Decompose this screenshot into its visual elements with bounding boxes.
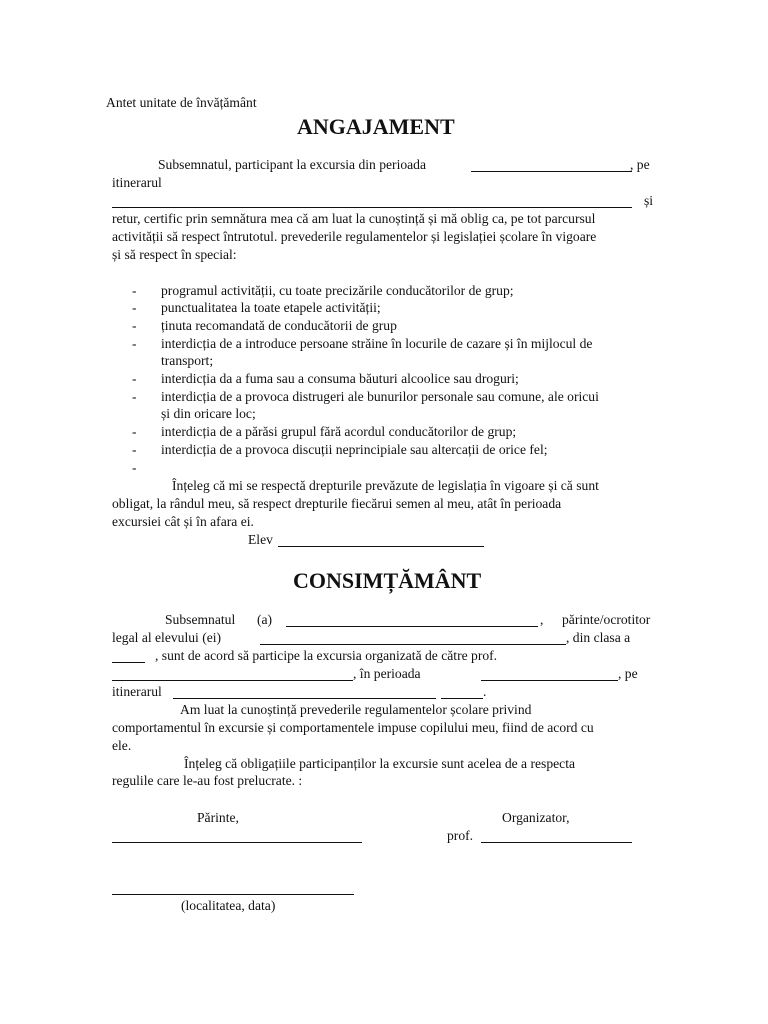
organizer-signature-label: Organizator, (502, 810, 570, 825)
bullet-text: interdicția de a provoca distrugeri ale bunurilor personale sau comune, ale oricui (161, 389, 599, 404)
bullet-dash: - (132, 371, 137, 386)
student-signature-label: Elev (248, 532, 273, 547)
parent-signature-line (112, 842, 362, 843)
consent-l2-b: , din clasa a (566, 630, 631, 645)
bullet-dash: - (132, 283, 137, 298)
bullet-dash: - (132, 389, 137, 404)
bullet-text: programul activității, cu toate precizările conducătorilor de grup; (161, 283, 514, 298)
organizer-signature-line (481, 842, 632, 843)
angajament-line1-right: , pe (630, 157, 650, 172)
bullet-text: ținuta recomandată de conducătorii de grup (161, 318, 397, 333)
bullet-text-continued: și din oricare loc; (161, 406, 256, 421)
consent-itinerary-blank (173, 698, 436, 699)
angajament-para2-line2: obligat, la rândul meu, să respect drepturile fiecărui semen al meu, atât în perioada (112, 496, 562, 511)
angajament-para2-line1: Înțeleg că mi se respectă drepturile prevăzute de legislația în vigoare și că sunt (172, 478, 599, 493)
consent-l1-a: Subsemnatul (165, 612, 236, 627)
bullet-text: punctualitatea la toate etapele activității; (161, 300, 381, 315)
consent-l8: ele. (112, 738, 132, 753)
consent-l7: comportamentul în excursie și comportamentele impuse copilului meu, fiind de acord cu (112, 720, 594, 735)
bullet-text: interdicția de a părăsi grupul fără acordul conducătorilor de grup; (161, 424, 517, 439)
student-signature-line (278, 546, 484, 547)
consent-l3: , sunt de acord să participe la excursia organizată de către prof. (155, 648, 498, 663)
organizer-prof-label: prof. (447, 828, 474, 843)
consent-l1-d: părinte/ocrotitor (562, 612, 651, 627)
consent-itinerary-blank-2 (441, 698, 483, 699)
consent-l2-a: legal al elevului (ei) (112, 630, 222, 645)
angajament-line2: itinerarul (112, 175, 162, 190)
letterhead-placeholder: Antet unitate de învățământ (106, 95, 257, 110)
bullet-dash: - (132, 336, 137, 351)
bullet-dash: - (132, 300, 137, 315)
teacher-name-blank (112, 680, 353, 681)
itinerary-blank (112, 207, 632, 208)
consent-l1-b: (a) (257, 612, 273, 627)
bullet-dash: - (132, 442, 137, 457)
period-blank (471, 171, 632, 172)
bullet-text: interdicția da a fuma sau a consuma băuturi alcoolice sau droguri; (161, 371, 519, 386)
angajament-line6: și să respect în special: (112, 247, 237, 262)
bullet-text: interdicția de a introduce persoane străine în locurile de cazare și în mijlocul de (161, 336, 593, 351)
student-name-blank (260, 644, 566, 645)
bullet-text: interdicția de a provoca discuții neprincipiale sau altercații de orice fel; (161, 442, 548, 457)
consent-l4-b: , pe (618, 666, 638, 681)
consent-l1-c: , (540, 612, 544, 627)
consent-l5-a: itinerarul (112, 684, 162, 699)
consent-l10: regulile care le-au fost prelucrate. : (112, 773, 303, 788)
parent-signature-label: Părinte, (197, 810, 239, 825)
place-date-line (112, 894, 354, 895)
place-date-label: (localitatea, data) (181, 898, 276, 913)
consent-period-blank (481, 680, 618, 681)
class-blank (112, 662, 145, 663)
consent-l4-a: , în perioada (353, 666, 421, 681)
consent-l5-b: . (483, 684, 487, 699)
angajament-title: ANGAJAMENT (297, 114, 455, 139)
consimtamant-title: CONSIMȚĂMÂNT (293, 568, 482, 593)
consent-l9: Înțeleg că obligațiile participanților la excursie sunt acelea de a respecta (184, 756, 576, 771)
angajament-line3-right: și (644, 193, 654, 208)
angajament-line1-left: Subsemnatul, participant la excursia din perioada (158, 157, 427, 172)
angajament-line5: activității să respect întrutotul. prevederile regulamentelor și legislației școlare în vigoare (112, 229, 597, 244)
bullet-dash: - (132, 424, 137, 439)
bullet-dash-empty: - (132, 460, 137, 475)
parent-name-blank (286, 626, 538, 627)
consent-l6: Am luat la cunoștință prevederile regulamentelor școlare privind (180, 702, 532, 717)
angajament-line4: retur, certific prin semnătura mea că am luat la cunoștință și mă oblig ca, pe tot parcursul (112, 211, 596, 226)
bullet-text-continued: transport; (161, 353, 214, 368)
bullet-dash: - (132, 318, 137, 333)
angajament-para2-line3: excursiei cât și în afara ei. (112, 514, 254, 529)
